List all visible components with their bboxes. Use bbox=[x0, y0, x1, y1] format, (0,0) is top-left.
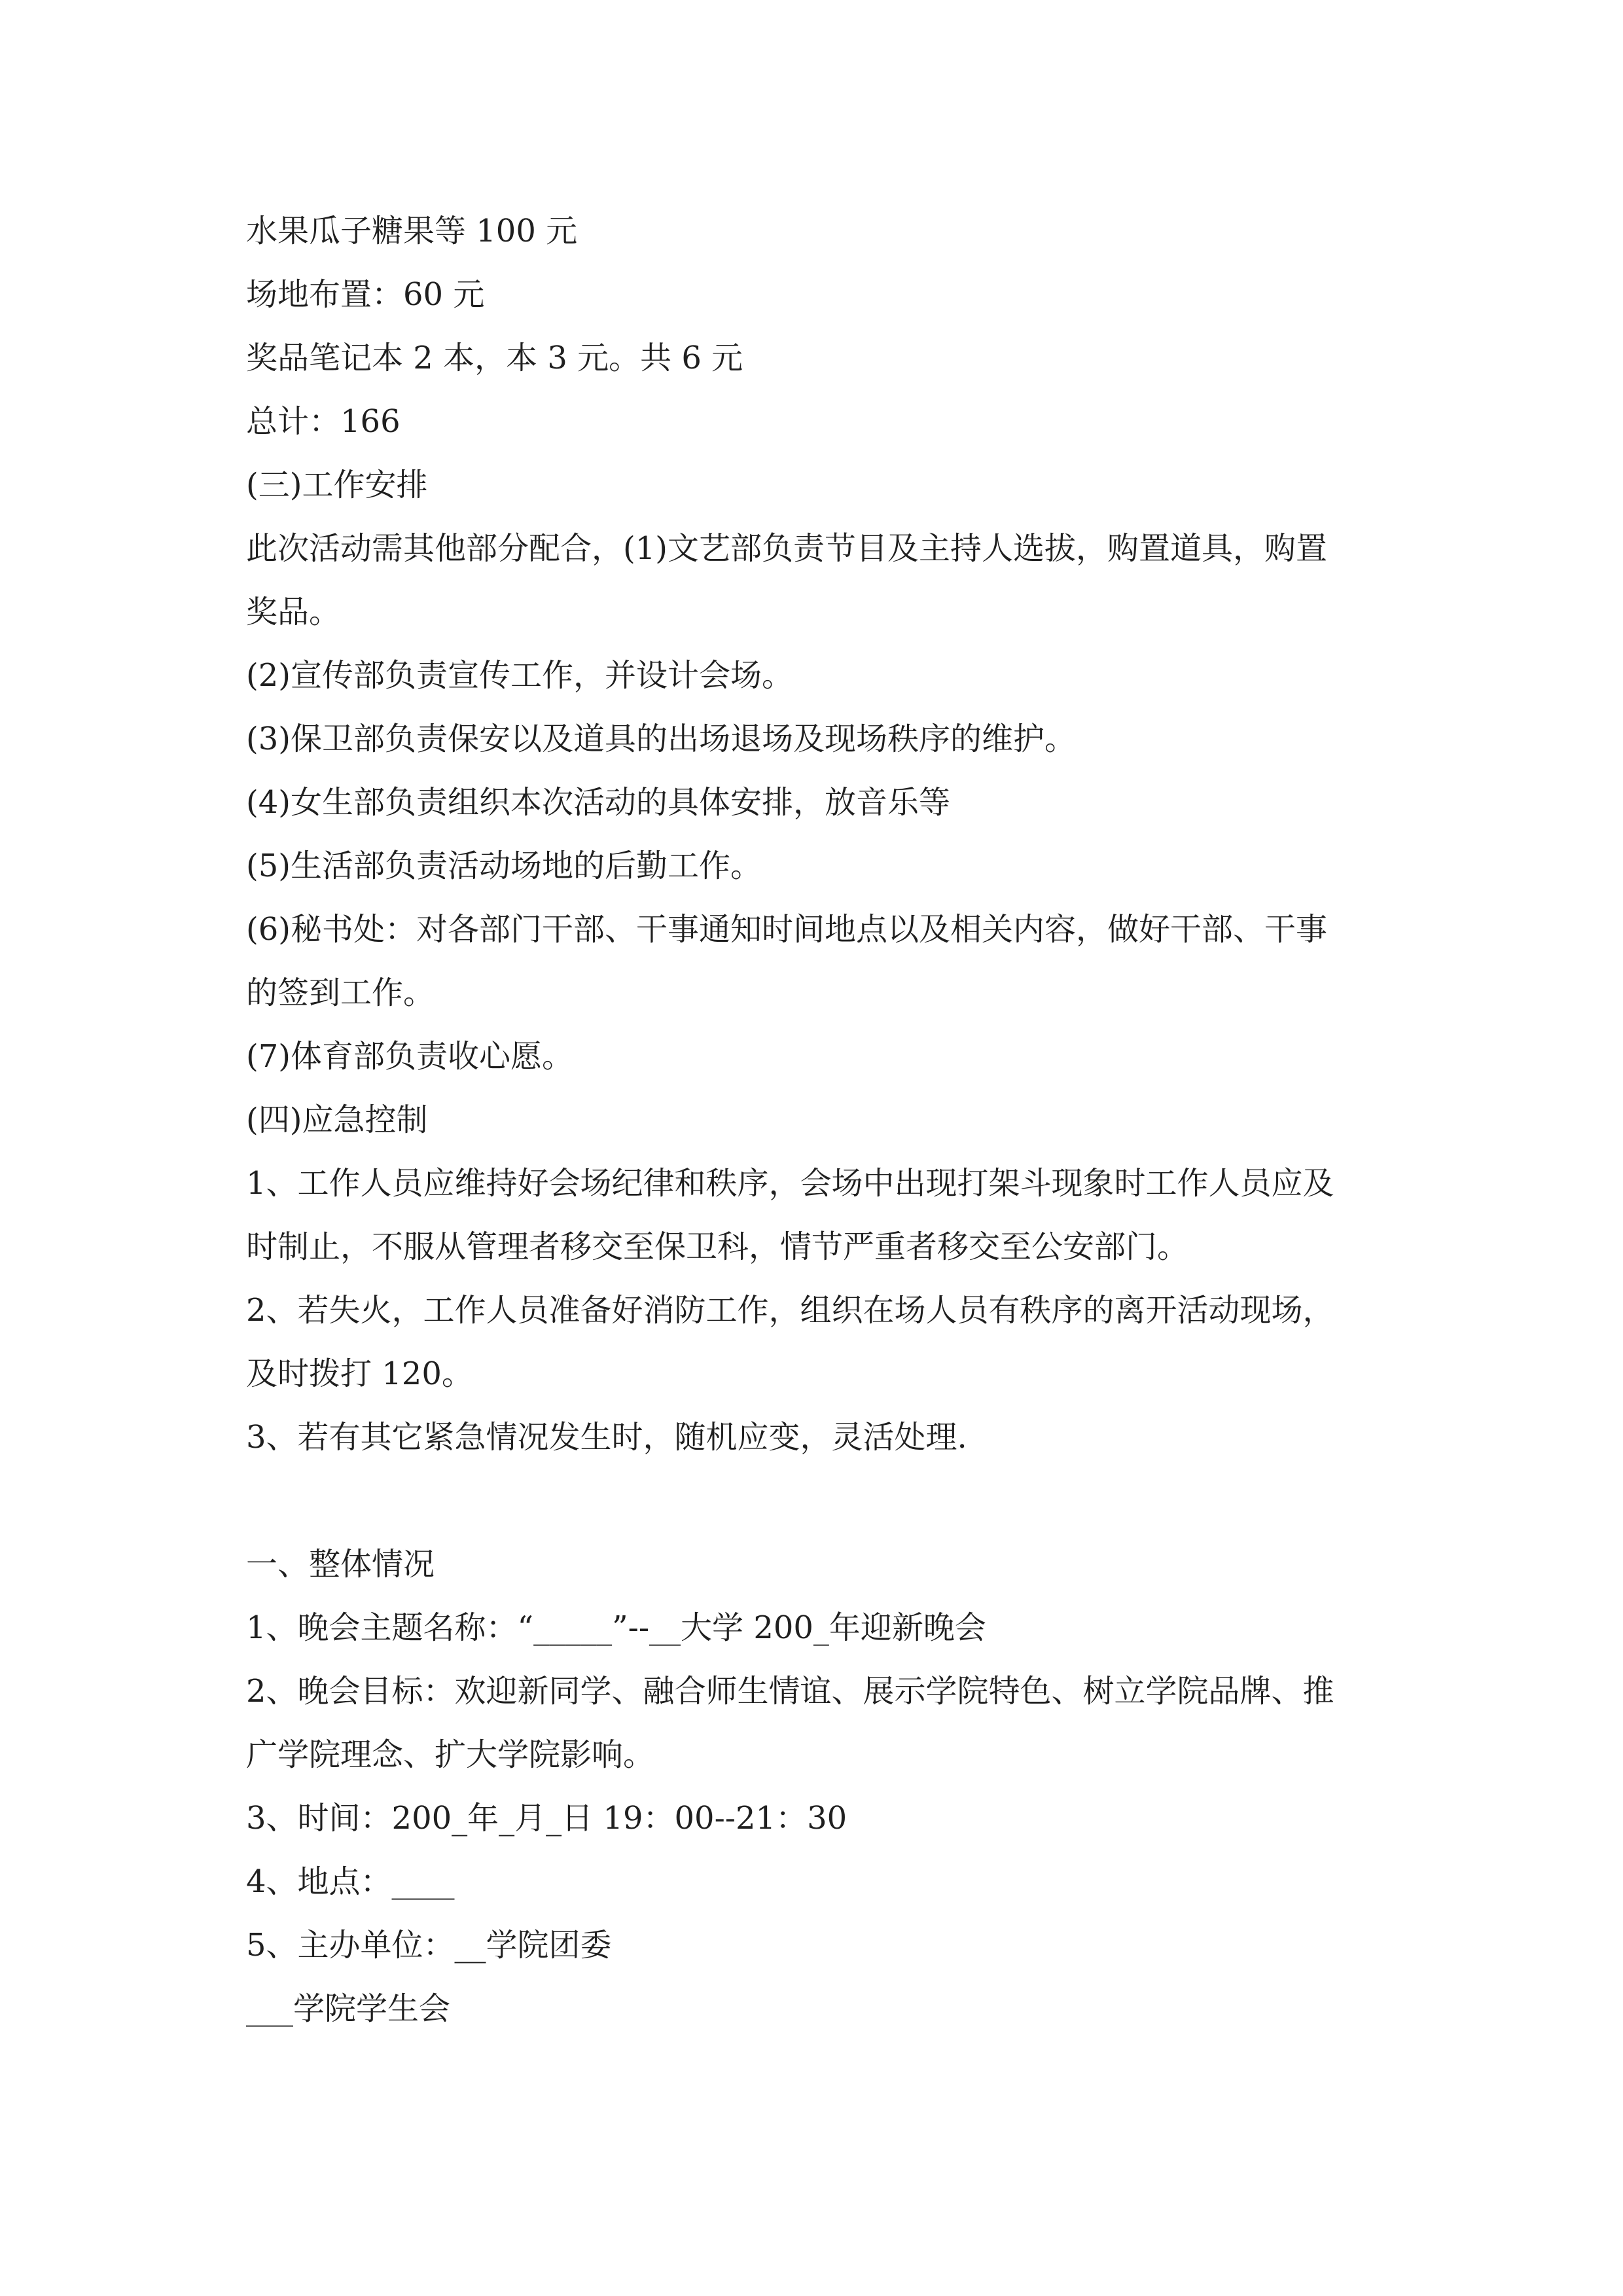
work-item-6-line-1: (6)秘书处：对各部门干部、干事通知时间地点以及相关内容，做好干部、干事 bbox=[246, 911, 1327, 948]
section-spacer bbox=[246, 1469, 1385, 1533]
work-intro-line-1: 此次活动需其他部分配合，(1)文艺部负责节目及主持人选拔，购置道具，购置 bbox=[246, 530, 1327, 567]
emergency-item-2-line-1: 2、若失火，工作人员准备好消防工作，组织在场人员有秩序的离开活动现场， bbox=[246, 1292, 1334, 1329]
overview-theme: 1、晚会主题名称：“_____”--__大学 200_年迎新晚会 bbox=[246, 1609, 986, 1646]
emergency-heading: (四)应急控制 bbox=[246, 1102, 428, 1138]
work-item-7: (7)体育部负责收心愿。 bbox=[246, 1038, 573, 1075]
overview-heading: 一、整体情况 bbox=[246, 1546, 435, 1583]
overview-organizer-2: ___学院学生会 bbox=[246, 1990, 451, 2027]
work-intro-line-2: 奖品。 bbox=[246, 594, 341, 630]
work-item-2: (2)宣传部负责宣传工作，并设计会场。 bbox=[246, 657, 793, 694]
document-body bbox=[246, 200, 1385, 2041]
overview-time: 3、时间：200_年_月_日 19：00--21：30 bbox=[246, 1800, 847, 1837]
budget-snacks: 水果瓜子糖果等 100 元 bbox=[246, 213, 578, 249]
budget-total: 总计：166 bbox=[246, 403, 401, 440]
work-item-3: (3)保卫部负责保安以及道具的出场退场及现场秩序的维护。 bbox=[246, 721, 1076, 757]
budget-prizes: 奖品笔记本 2 本，本 3 元。共 6 元 bbox=[246, 340, 743, 376]
budget-venue: 场地布置：60 元 bbox=[246, 276, 485, 313]
overview-goal-line-2: 广学院理念、扩大学院影响。 bbox=[246, 1736, 655, 1773]
work-arrangement-heading: (三)工作安排 bbox=[246, 467, 428, 503]
overview-location: 4、地点：____ bbox=[246, 1863, 455, 1900]
overview-organizer: 5、主办单位：__学院团委 bbox=[246, 1927, 612, 1964]
emergency-item-1-line-2: 时制止，不服从管理者移交至保卫科，情节严重者移交至公安部门。 bbox=[246, 1229, 1189, 1265]
emergency-item-1-line-1: 1、工作人员应维持好会场纪律和秩序，会场中出现打架斗现象时工作人员应及 bbox=[246, 1165, 1334, 1202]
work-item-6-line-2: 的签到工作。 bbox=[246, 975, 435, 1011]
work-item-4: (4)女生部负责组织本次活动的具体安排，放音乐等 bbox=[246, 784, 950, 821]
emergency-item-2-line-2: 及时拨打 120。 bbox=[246, 1355, 473, 1392]
work-item-5: (5)生活部负责活动场地的后勤工作。 bbox=[246, 848, 762, 884]
overview-goal-line-1: 2、晚会目标：欢迎新同学、融合师生情谊、展示学院特色、树立学院品牌、推 bbox=[246, 1673, 1334, 1710]
emergency-item-3: 3、若有其它紧急情况发生时，随机应变，灵活处理. bbox=[246, 1419, 967, 1456]
